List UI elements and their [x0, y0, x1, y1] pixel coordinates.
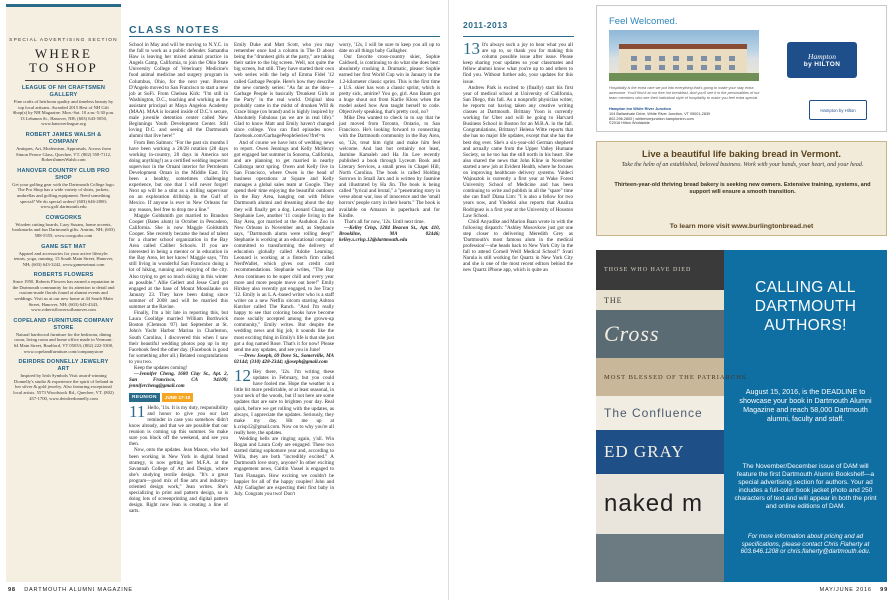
hotel-photo [609, 30, 759, 81]
shop-name: ROBERTS FLOWERS [33, 272, 94, 279]
reunion-banner [129, 393, 228, 401]
hampton-logo: Hampton by HILTON [787, 42, 857, 78]
shop-name: DEIRDRE DONNELLY JEWELRY ART [18, 359, 109, 373]
shop-entry [6, 272, 121, 313]
right-footer [820, 587, 888, 593]
header-rule [463, 36, 574, 37]
class-year-dropcap: 13 [463, 39, 480, 58]
class-secretary-signature: —Drew Joseph, 69 Dove St., Somerville, MA 02144; (310) 428-2344; sjjoseph@gmail.com [234, 352, 334, 365]
shop-description: Since 1950, Roberts Flowers has earned a reputation in the Dartmouth community for its attention to detail and custom-made florals found at alumni events and weddings. Visit us at our new home at 44 South Main Street, Hanover, NH; (603) 643-4343, www.robertsflowersofhanover.com [12, 279, 115, 313]
shop-name: HANOVER COUNTRY CLUB PRO SHOP [17, 167, 110, 181]
reunion-date: JUNE 17-19 [162, 393, 193, 401]
note-paragraph: 12 Hey there, '12s. I'm writing these updates in February, but you could have fooled me. Hope the weather is a little bit more predictable, or at least seasonal, in your neck of the woods, but if not here are some updates that are sure to brighten your day. Real quick, before we get rolling with the updates, as always, I appreciate the updates. Seriously, they make my day. Hit me up at k.crisp12@gmail.com. Now on to why you're all really here, the updates. [234, 365, 334, 436]
shop-description: Antiques, Art, Modernism, Appraisals. Across from Simon Pearce Glass, Quechee, VT. (802) 558-7112, RobertJamesWalsh.com [15, 145, 112, 163]
page-title: CLASS NOTES [129, 24, 221, 36]
sidebar-title-divider [25, 80, 103, 81]
shop-description: Natural hardwood furniture for the bedroom, dining room, living room and home office made in Vermont. 64 Main Street, Bradford, VT 05033; (802) 222-5300, www.copelandfurniture.com/companystore [13, 331, 114, 354]
shop-entry [6, 359, 121, 401]
note-paragraph: Finally, I'm a bit late in reporting this, but Laura Coolidge married William Borthwick Boston (Clemson '07) last September at St. John's Yacht Harbor Marina in Charleston, South Carolina. I discovered this when I saw their beautiful wedding photos pop up in my Facebook feed the other day. (Facebook is good for something after all.) Belated congratulations to you two. [129, 310, 228, 365]
shop-list [6, 85, 121, 401]
hotel-building [619, 44, 747, 74]
ad-tagline: Feel Welcomed. [609, 16, 678, 27]
shop-description: Fine crafts of heirloom quality and timeless beauty by top local artisans. Awarded 2015 Best of NH Gift Shop(s) by NH Magazine. Mon.-Sat. 10 a.m.-5:30 p.m. 13 Lebanon St., Hanover, NH; (603) 643-5050, www.hanoverleague.org [12, 99, 115, 127]
shop-entry [6, 318, 121, 354]
ad-subhead: Take the helm of an established, beloved business. Work with your hands, your heart, and your head. [621, 162, 864, 168]
page-number: 99 [880, 587, 888, 593]
note-paragraph: School in May and will be moving to N.Y.C. in the fall to work as a public defender. Samantha Haw is leaving her mixed animal practice in Angels Camp, California, to join the Ohio State University College of Veterinary Medicine's food animal medicine and surgery program in Columbus, Ohio, for the next year. Brevan D'Angelo moved to San Francisco to start a new job at SoFi. From Chelsea Kirk: "I'm still in Washington, D.C., teaching and working as the assistant principal at Maya Angelou Academy (MAA). MAA is located inside of D.C.'s secure, male juvenile detention center called New Beginnings Youth Development Center. Still loving D.C. and seeing all the Dartmouth alumni that live here!" [129, 42, 228, 140]
shop-entry [6, 215, 121, 239]
ad-headline: Live a beautiful life baking bread in Vermont. [642, 148, 841, 159]
class-notes-header [129, 20, 440, 36]
dartmouth-authors-ad[interactable] [596, 250, 887, 582]
shop-name: ROBERT JAMES WALSH & COMPANY [25, 131, 102, 145]
page-number: 98 [8, 587, 16, 593]
authors-ad-panel [724, 250, 887, 582]
bread-bakery-ad[interactable] [596, 141, 887, 236]
issue-date: MAY/JUNE 2016 [819, 587, 872, 593]
note-paragraph: Andrew Park is excited to (finally) start his first year of medical school at University of California, San Diego, this fall. As a nonprofit physician writer, he reports not having taken any creative writing classes at Dartmouth. Brittany Yoon is currently working for Uber and will be going to Harvard Business School in Boston for an M.B.A. in the fall. Congratulations, Brittany! Helena Witte reports that she has no major life updates, except that she has the best dog ever. She's a six-year-old German shepherd and actually came from the Upper Valley Humane Society, so he too has the still north in his heart. She also shared the news that John Kline in November started a new job at Evident Health, where he focuses on improving healthcare delivery systems. Valdeci Wajnsztok is currently a first year at Wake Forest University School of Medicine and has been continuing to write and publish in all the "spare" time she can find! Diana Lim: "I is also a fellow for two years now, and Vindekó also reports that Analiza Rodriguez is a first year at the University of Houston Law School. [463, 84, 573, 219]
shop-description: Get your golfing gear with the Dartmouth College logo. The Pro Shop has a wide variety of shirts, jackets, umbrellas and golfing equipment. Need something special? We do special orders! (603) 646-2000; www.golf.dartmouth.edu [12, 181, 115, 210]
note-paragraph: Wedding bells are ringing again, y'all. Win Rogan and Laura Cody are engaged. These two started dating sophomore year and, according to Willa, they are both "incredibly excited." A Dartmouth love story, anyone? In other exciting engagement news, Caitlin Vassel is engaged to Tom Flanagan. How exciting we couldn't be happier for all of the happy couples! John and Ally Gallagher are expecting their first baby in July. Congrats you two! Don't [234, 436, 334, 497]
class-secretary-signature: —Kelley Crisp, 1284 Beacon St., Apt. 410, Brookline, MA 02446; kelley.s.crisp.12@dartmouth.edu [339, 224, 440, 243]
hampton-inn-ad[interactable] [596, 5, 887, 132]
shop-description: Wooden cutting boards, Lazy Susans, home accents, bookmarks and fun Dartmouth gifts. Antrim, NH; (603) 588-5555; www.cowgorks.com [12, 221, 115, 238]
ad-body: Thirteen-year-old thriving bread bakery is seeking new owners. Extensive training, systems, and support will ensure a smooth transition. [614, 182, 871, 195]
class-year-dropcap: 11 [129, 401, 146, 421]
note-paragraph: worry, '12s, I will be sure to keep you all up to date on all things baby Gallagher. [339, 42, 440, 55]
sidebar-title: WHERE TO SHOP [29, 46, 98, 75]
ad-deadline: August 15, 2016, is the DEADLINE to showcase your book in Dartmouth Alumni Magazine and reach 58,000 Dartmouth alumni, faculty and staff. [739, 387, 872, 423]
note-paragraph: 11 Hello, '11s. It is my duty, responsibility and honor to give you our last reminder in case you somehow didn't know already, and that we are possible that our reunion is coming up this summer. So make sure you block off the weekend, and see you then. [129, 401, 228, 448]
left-footer [8, 587, 133, 593]
shop-name: COPELAND FURNITURE COMPANY STORE [13, 317, 114, 331]
book-spines-photo [596, 250, 747, 582]
header-rule [129, 36, 440, 37]
hotel-address: Hampton Inn White River Junction 104 Ballardvale Drive, White River Junction, VT 05001-2830 802.296.2800 | whiteriverjunction.hamptoninn.com ©2016 Hilton Worldwide [609, 107, 711, 126]
shop-entry [6, 244, 121, 268]
ad-headline: CALLING ALL DARTMOUTH AUTHORS! [754, 279, 857, 334]
note-paragraph: Emily Duke and Matt Scott, who you may remember once had a column in The D about being the "drunkest girls at the party," are taking their satire to the big screen. Well, not quite the big screen, but still. They have started their own web series with the help of Emma Fidel '12 called Garbage People. Here's how they describe the new comedy series: "As far as the idea—Garbage People is basically 'Drunkest Girls at the Party' in the real world. Original idea probably came in the midst of drunken Will & Grace binge (on brand) and is highly inspired by Absolutely Fabulous (as we are in real life)." Glad to know Matt and Emily haven't changed since college. You can find episodes now: facebook.com/GarbagePeopleSeries/?fref=ts [234, 42, 334, 140]
class-notes-column-3 [339, 42, 440, 243]
shop-name: LEAGUE OF NH CRAFTSMEN GALLERY [21, 85, 106, 98]
shop-description: Apparel and accessories for your active lifestyle: tennis, yoga, running. 15 South Main Street, Hanover, NH; (603) 643-3242, www.gamesetmat.com [13, 250, 114, 267]
class-notes-column-4 [463, 39, 573, 274]
note-paragraph: Maggie Goldsmith got married to Brandon Cooper (Bates alum) in October in Pescadero, California. She is now Maggie Goldsmith Cooper. She recently became the head of talent for a charter school organization in the Bay Area called Caliber Schools. If you are interested in being a mentor or in education in the Bay Area, let her know! Maggie says, "I'm still living in wonderful San Francisco doing a lot of hiking, running and enjoying of the city. Also trying to get so much skiing in this winter as possible." Allie Gellert and Jesse Card got engaged at the base of Mount Moosilauke on January 23. They have been dating since summer of 2008 and will be married this summer at the Ravine. [129, 212, 228, 311]
note-paragraph: 13 It's always such a joy to hear what you all are up to, so thank you for making this column possible issue after issue. Please keep sharing your updates so your classmates and fellow alumni know what you're up to and others to find you. Without further ado, your updates for this issue. [463, 39, 573, 85]
class-year-dropcap: 12 [234, 365, 251, 385]
book-spine: Cross [604, 321, 660, 346]
book-spine: naked m [604, 490, 704, 517]
shop-entry [6, 85, 121, 127]
ad-copy: Hospitality is the extra care we put into everything that's going to make your stay extra awesome. You'll find it at our free hot breakfast. And you'll see it in the personalities of our team members who see their individual style of hospitality to make you feel extra special. [609, 86, 760, 100]
sidebar-tag: SPECIAL ADVERTISING SECTION [9, 38, 118, 43]
note-paragraph: And of course we have lots of wedding news to report. Owen Jennings and Kelly McHenry got engaged last summer in Sonoma, California, and are planning to get married in nearby Calistoga next spring. Owen and Kelly live in San Francisco, where Owen is the head of business operations at Square and Kelly manages a global sales team at Google. They spend their time enjoying the beautiful outdoors in the Bay Area, hanging out with fellow Dartmouth alumni and dreaming about the day they will finally get a dog. Leonard Chang and Stephanie Lee, another '11 couple living in the Bay Area, got married at the Audubon Zoo in New Orleans in November and, as Stephanie says, "Dartmouth alums were rolling deep!" Stephanie is working at an educational company committed to transforming the delivery of education globally called Adobe Learning. Leonard is working at a fintech firm called NerdWallet, which gives out credit card recommendations. Stephanie writes, "The Bay Area continues to be super chill and every year more and more people move out here!" Emily Hirshey also recently got engaged, to Joe Tracy '12. Emily is an L.A.-based writer who is a staff writer on a new Netflix sitcom starring Ashton Kutcher called The Ranch. "And I'm really happy to see that coloring books have become more socially accepted among the grown-up community," Emily writes. But despite the wedding news and big job, it sounds like the most exciting thing in Emily's life is that she just got a dog named Rose. That's it for now! Please send me any updates, and see you in June! [234, 139, 334, 353]
note-paragraph: Chidi Anyadike and Marion Baan wrote in with the following dispatch: "Ashley Mosovkow just got one step closer to delivering Meredith Grey as 'Dartmouth's most famous alum in the medical profession'—she heads back to New York City in the fall to attend Cornell Weill Medical School!" Svati Narula is still working for Quartz in New York City and she is one of the most recent editors behind the new Quartz iPhone app, which is quite an [463, 218, 573, 274]
reunion-tag: REUNION [129, 393, 160, 401]
shop-description: Inspired by Irish Symbols Visit award-winning Donnelly's studio & experience the spirit of Ireland in her silver & gold jewelry. Also featuring exceptional local artists. 5573 Woodstock Rd., Quechee, VT. (802) 457-1700, www.deirdredonnelly.com [13, 373, 114, 401]
magazine-name: DARTMOUTH ALUMNI MAGAZINE [24, 587, 133, 593]
class-notes-column-1 [129, 42, 228, 515]
class-secretary-signature: —Jennifer Cheng, 1680 Clay St., Apt. 2, San Francisco, CA 94109; jennifercheng@gmail.com [129, 371, 228, 390]
note-paragraph: From Ben Salmon: "For the past six months I have been working a 28/28 rotation (28 days working in-country, 28 days in America not doing anything!) as a certified welding inspector supervisor in the Ornani interior for Petroleum Development Oman in the Middle East. It's been a healthy, sometimes challenging experience, but one that I will never forget! Next up will be a stint as a drilling supervisor on an exploration drillship in the Gulf of Mexico. If anyone is ever in New Orleans for any reason, feel free to drop me a line." [129, 139, 229, 213]
book-spine: THOSE WHO HAVE DIED [604, 267, 692, 273]
where-to-shop-sidebar [6, 4, 121, 582]
note-paragraph: Keep the updates coming! [134, 364, 188, 371]
book-spine: ED GRAY [604, 442, 685, 461]
shop-name: GAME SET MAT [41, 243, 86, 250]
note-paragraph: Now, onto the updates. Jean Mason, who had been working in New York in digital brand strategy, is now getting her M.F.A. at the Savannah College of Art and Design, where she's studying textile design. "It's a great program—good mix of fine arts and industry-oriented design work," Jean writes. She's specializing in print and pattern design, so is doing lots of screenprinting and digital pattern design. Right now Jean is creating a line of sarts. [129, 447, 228, 515]
ad-contact: For more information about pricing and ad specifications, please contact Chris Flaherty at 603.646.1208 or chris.flaherty@dartmouth.edu. [740, 533, 871, 556]
note-paragraph: That's all for now, '12s. Until next time. [344, 218, 425, 225]
shop-name: COWGORKS [45, 214, 82, 221]
book-spine: THE [604, 295, 623, 305]
page-gutter [448, 0, 449, 600]
class-year-range: 2011-2013 [463, 20, 508, 30]
shop-entry [6, 132, 121, 163]
book-spine: MOST BLESSED OF THE PATRIARCHS [604, 373, 747, 381]
ad-body: The November/December issue of DAM will feature the first Dartmouth Alumni Bookshelf—a special advertising section for authors. Your ad includes a full-color book jacket photo and 250 characters of text and will appear in both the print and online editions of DAM. [734, 463, 877, 510]
ad-url[interactable]: To learn more visit www.burlingtonbread.net [669, 223, 814, 230]
note-paragraph: Mike Dea wanted to check in to say that he just moved from Toronto, Ontario, to San Francisco. He's looking forward to connecting with the Dartmouth community in the Bay Area, so, '12s, treat him right and make him feel welcome. And last but certainly not least, Jasmine Kamaleh and Ha Jin Lee recently published a book through Lyceum Book and Literary Services, a small press in Chapel Hill, North Carolina. The book is called Holding Sorrows in Small Jars and is written by Jasmine and illustrated by Ha Jin. The book is being called "lyrical and brutal," a "penetrating story in verse about war, loss of innocence and the 'small horrors' people carry in their hearts." The book is available on Amazon in paperback and for Kindle. [339, 115, 440, 219]
shop-entry [6, 168, 121, 210]
note-paragraph: Our favorite cross-country skier, Sophie Caldwell, is continuing to do what she does best: absolutely crushing it. Dramatic, please: Sophie earned her first World Cup win in January in the 1.2-kilometer classic sprint. This is the first time a U.S. skier has won a classic sprint, which is pretty sick, amirite? You go, girl. Ann Baum got a huge shout out from Karlie Kloss when the model asked how Ann taught herself to code. Objectively speaking, that's pretty cool, no? [339, 54, 440, 116]
hotel-lawn [609, 73, 759, 81]
class-notes-column-2 [234, 42, 334, 497]
book-spine: The Confluence [604, 406, 703, 420]
hampton-hilton-badge: Hampton by Hilton [809, 100, 867, 120]
